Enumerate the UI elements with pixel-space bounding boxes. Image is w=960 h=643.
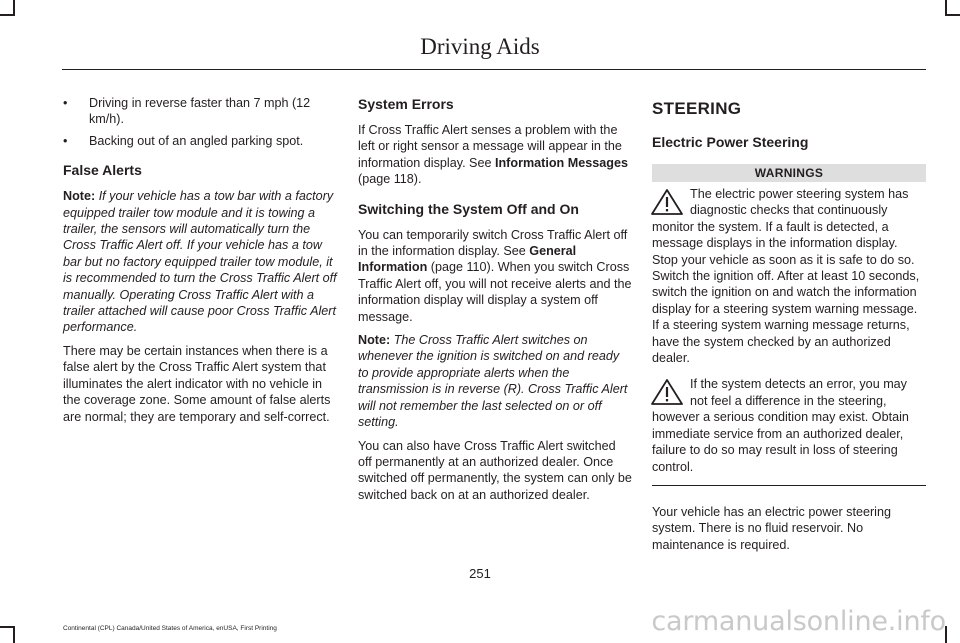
note-label: Note:: [358, 333, 391, 348]
crop-mark-bottom-left-horizontal: [0, 626, 15, 628]
switching-text-continued: (page 110). When you switch Cross Traffic Alert off, you will not receive alerts and the information display will display a system off message.: [358, 260, 632, 324]
system-errors-paragraph: [358, 122, 632, 188]
warning-block: [652, 376, 926, 474]
note-paragraph: [358, 332, 632, 430]
bullet-list: [63, 95, 337, 149]
printing-info: Continental (CPL) Canada/United States of America, enUSA, First Printing: [63, 625, 277, 632]
note-text: If your vehicle has a tow bar with a factory equipped trailer tow module and it is towing a trailer, the sensors will automatically turn the Cross Traffic Alert off. If your vehicle has a tow bar but no factory equipped trailer tow module, it is recommended to turn the Cross Traffic Alert off manually. Operating Cross Traffic Alert with a trailer attached will cause poor Cross Traffic Alert performance.: [63, 189, 337, 335]
page-number: 251: [469, 566, 491, 581]
steering-heading: STEERING: [652, 99, 742, 118]
bullet-item: • Backing out of an angled parking spot.: [63, 133, 337, 149]
middle-column: [358, 95, 632, 510]
crop-mark-top-left-horizontal: [0, 14, 15, 16]
body-paragraph: There may be certain instances when there is a false alert by the Cross Traffic Alert system that illuminates the alert indicator with no vehicle in the coverage zone. Some amount of false alerts are normal; they are temporary and self-correct.: [63, 343, 331, 424]
note-paragraph: [63, 188, 337, 336]
warning-text: The electric power steering system has diagnostic checks that continuously monitor the system. If a fault is detected, a message displays in the information display. Stop your vehicle as soon as it is safe to do so. Switch the ignition off. After at least 10 seconds, switch the ignition on and watch the information display for a steering system warning message. If a steering system warning message returns, have the system checked by an authorized dealer.: [652, 187, 920, 366]
general-information-link[interactable]: General Information: [358, 244, 577, 275]
header-divider: [62, 69, 926, 70]
body-paragraph: Your vehicle has an electric power steering system. There is no fluid reservoir. No maintenance is required.: [652, 504, 891, 552]
switching-paragraph: [358, 227, 632, 325]
warnings-heading: WARNINGS: [652, 164, 926, 182]
information-messages-link[interactable]: Information Messages: [494, 155, 628, 170]
warning-text: If the system detects an error, you may not feel a difference in the steering, however a serious condition may exist. Obtain immediate service from an authorized dealer, failure to do so may result in loss of steering control.: [652, 377, 909, 474]
false-alerts-heading: False Alerts: [63, 162, 142, 179]
left-column: [63, 95, 337, 432]
page-ref: (page 118).: [358, 172, 422, 187]
crop-mark-bottom-left-vertical: [13, 626, 15, 643]
watermark: carmanualsonline.info: [651, 606, 946, 637]
warning-triangle-icon: [650, 378, 684, 406]
right-column: [652, 95, 926, 560]
eps-heading: Electric Power Steering: [652, 134, 809, 150]
switching-text: You can temporarily switch Cross Traffic Alert off in the information display. See: [358, 227, 628, 259]
page-title: Driving Aids: [420, 34, 540, 59]
body-paragraph: You can also have Cross Traffic Alert switched off permanently at an authorized dealer. Once switched off permanently, the system can only be switched back on at an authorized dealer.: [358, 438, 632, 502]
note-text: The Cross Traffic Alert switches on whenever the ignition is switched on and ready to provide appropriate alerts when the transmission is in reverse (R). Cross Traffic Alert will not remember the last selected on or off setting.: [358, 333, 628, 430]
note-label: Note:: [63, 189, 96, 204]
warnings-divider: [652, 485, 926, 486]
switching-heading: Switching the System Off and On: [358, 200, 579, 217]
crop-mark-top-right-horizontal: [945, 14, 960, 16]
warning-block: [652, 186, 926, 366]
system-errors-text: If Cross Traffic Alert senses a problem with the left or right sensor a message will appear in the information display. See: [358, 123, 622, 170]
warning-triangle-icon: [650, 188, 684, 216]
system-errors-heading: System Errors: [358, 96, 454, 112]
bullet-item: • Driving in reverse faster than 7 mph (12 km/h).: [63, 95, 337, 128]
